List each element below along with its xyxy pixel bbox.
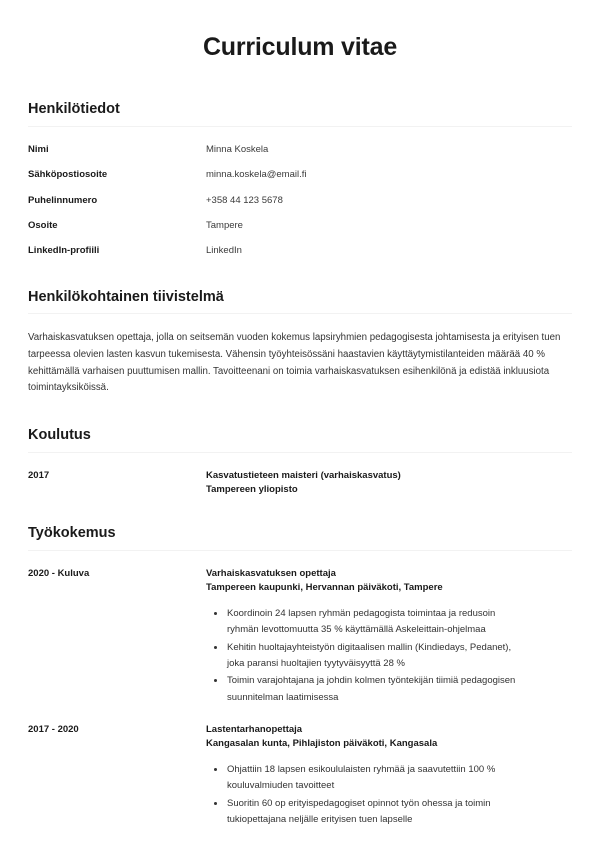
section-heading-work-experience: Työkokemus (28, 525, 116, 542)
experience-entry-organization: Tampereen kaupunki, Hervannan päiväkoti, Tampere (206, 581, 443, 593)
personal-details-list (28, 144, 572, 258)
section-divider-education (28, 452, 572, 453)
experience-entry (28, 567, 572, 706)
experience-entry-role: Varhaiskasvatuksen opettaja (206, 567, 336, 579)
section-work-experience (28, 524, 572, 828)
detail-label: LinkedIn-profiili (28, 245, 100, 257)
experience-entry-body (206, 723, 572, 828)
education-entry (28, 469, 572, 497)
section-heading-personal-summary: Henkilökohtainen tiivistelmä (28, 288, 224, 305)
experience-entry-date: 2017 - 2020 (28, 724, 79, 735)
list-item: Ohjattiin 18 lapsen esikoululaisten ryhmää ja saavutettiin 100 % kouluvalmiuden tavoitteet (206, 762, 518, 795)
experience-entry-role: Lastentarhanopettaja (206, 724, 303, 735)
section-divider-personal-summary (28, 313, 572, 314)
experience-entry (28, 723, 572, 828)
education-entry-date: 2017 (28, 470, 50, 481)
section-divider-personal-details (28, 126, 572, 127)
page-title: Curriculum vitae (202, 33, 398, 61)
experience-bullet-list (206, 606, 518, 706)
section-personal-details (28, 100, 572, 258)
summary-paragraph: Varhaiskasvatuksen opettaja, jolla on seitsemän vuoden kokemus lapsiryhmien pedagogisesta johtamisesta ja erityisen tuen tarpeessa olevien lasten kasvun tukemisesta. Vähensin työyhteisössäni haastavien käyttäytymistilanteiden määrää 40 % kehittämällä varhaisen puuttumisen mallin. Tavoitteenani on toimia varhaiskasvatuksen esihenkilönä ja edistää inkluusiota toimintayksiköissä. (28, 332, 561, 394)
education-entry-institution: Tampereen yliopisto (206, 484, 298, 496)
experience-entry-organization: Kangasalan kunta, Pihlajiston päiväkoti, Kangasala (206, 738, 438, 750)
section-heading-personal-details: Henkilötiedot (28, 101, 120, 117)
detail-label: Sähköpostiosoite (28, 169, 108, 181)
experience-entry-date: 2020 - Kuluva (28, 567, 90, 579)
detail-value: minna.koskela@email.fi (206, 169, 307, 181)
experience-entry-body (206, 567, 572, 706)
section-education (28, 426, 572, 497)
detail-row-email (28, 169, 572, 181)
education-entry-degree: Kasvatustieteen maisteri (varhaiskasvatus) (206, 470, 401, 481)
experience-bullet-list (206, 762, 518, 828)
list-item: Kehitin huoltajayhteistyön digitaalisen mallin (Kindiedays, Pedanet), joka paransi huoltajien tyytyväisyyttä 28 % (206, 640, 518, 673)
detail-label: Puhelinnumero (28, 194, 98, 206)
detail-row-linkedin (28, 245, 572, 257)
education-entry-body (206, 469, 572, 497)
list-item: Koordinoin 24 lapsen ryhmän pedagogista toimintaa ja redusoin ryhmän levottomuutta 35 % käyttämällä Askeleittain-ohjelmaa (206, 606, 518, 639)
detail-row-address (28, 220, 572, 232)
detail-value: Tampere (206, 219, 243, 231)
detail-row-phone (28, 195, 572, 207)
detail-label: Osoite (28, 219, 58, 231)
list-item: Toimin varajohtajana ja johdin kolmen työntekijän tiimiä pedagogisen suunnitelman laatimisessa (206, 673, 518, 706)
section-personal-summary (28, 288, 572, 398)
section-divider-work-experience (28, 550, 572, 551)
detail-label: Nimi (28, 143, 49, 155)
list-item: Suoritin 60 op erityispedagogiset opinnot työn ohessa ja toimin tukiopettajana neljälle erityisen tuen lapselle (206, 796, 518, 829)
detail-value-linkedin[interactable]: LinkedIn (206, 245, 242, 257)
detail-value: Minna Koskela (206, 143, 269, 155)
detail-row-name (28, 144, 572, 156)
detail-value: +358 44 123 5678 (206, 194, 283, 206)
section-heading-education: Koulutus (28, 427, 91, 444)
